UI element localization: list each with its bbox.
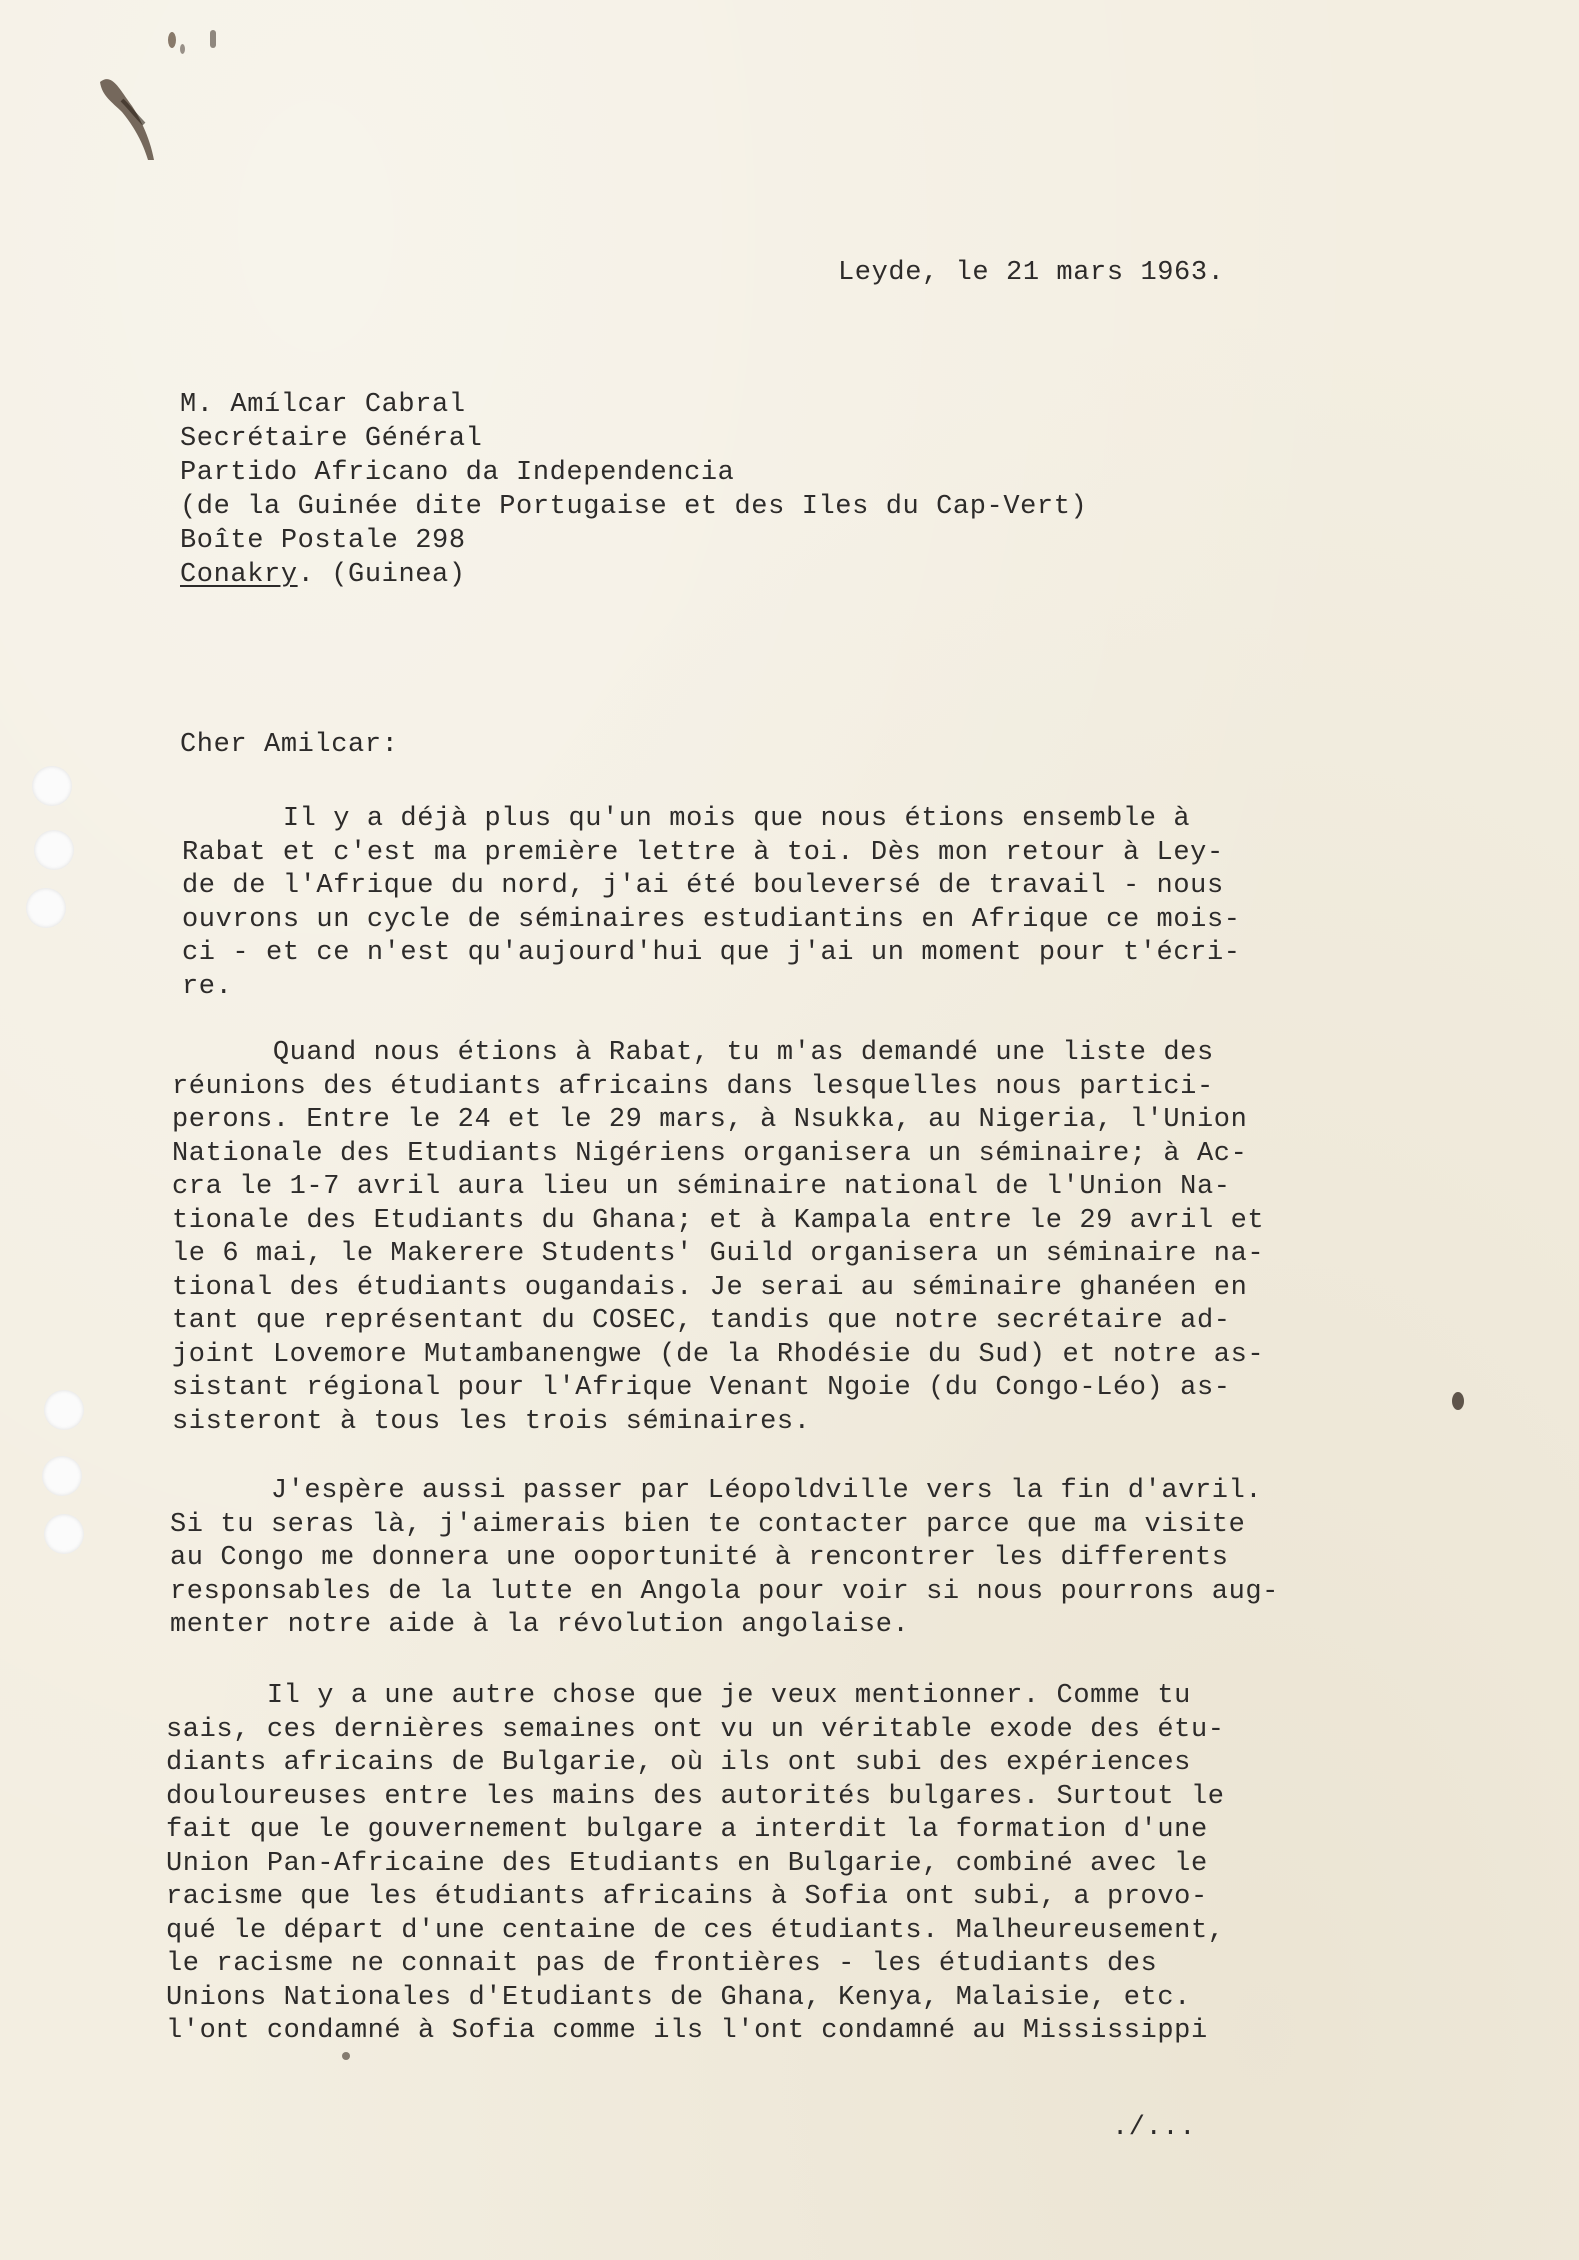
continuation-mark: ./...	[1112, 2113, 1197, 2143]
text-line: diants africains de Bulgarie, où ils ont subi des expériences	[166, 1748, 1191, 1778]
text-line: fait que le gouvernement bulgare a interdit la formation d'une	[166, 1815, 1208, 1845]
text-line: re.	[182, 971, 233, 1002]
address-line: M. Amílcar Cabral	[180, 390, 466, 420]
text-line: sais, ces dernières semaines ont vu un véritable exode des étu-	[166, 1714, 1225, 1745]
recipient-address	[180, 388, 1087, 592]
text-line: sisteront à tous les trois séminaires.	[172, 1406, 811, 1437]
text-line: tional des étudiants ougandais. Je serai au séminaire ghanéen en	[172, 1272, 1248, 1303]
text-line: ouvrons un cycle de séminaires estudiantins en Afrique ce mois-	[182, 904, 1241, 935]
paragraph-4	[166, 1680, 1225, 2049]
text-line: J'espère aussi passer par Léopoldville vers la fin d'avril.	[170, 1476, 1263, 1506]
address-line: Secrétaire Général	[180, 424, 483, 454]
text-line: cra le 1-7 avril aura lieu un séminaire national de l'Union Na-	[172, 1172, 1231, 1202]
address-line	[180, 558, 1087, 592]
text-line: sistant régional pour l'Afrique Venant Ngoie (du Congo-Léo) as-	[172, 1373, 1231, 1403]
text-line: racisme que les étudiants africains à Sofia ont subi, a provo-	[166, 1882, 1208, 1912]
address-line: Partido Africano da Independencia	[180, 458, 735, 488]
text-line: Quand nous étions à Rabat, tu m'as demandé une liste des	[172, 1038, 1214, 1068]
ink-stain	[92, 20, 182, 160]
text-line: perons. Entre le 24 et le 29 mars, à Nsukka, au Nigeria, l'Union	[172, 1105, 1248, 1135]
text-line: responsables de la lutte en Angola pour voir si nous pourrons aug-	[170, 1576, 1279, 1607]
address-line: Boîte Postale 298	[180, 526, 466, 556]
text-line: joint Lovemore Mutambanengwe (de la Rhodésie du Sud) et notre as-	[172, 1339, 1265, 1370]
ink-mark	[342, 2052, 350, 2060]
text-line: Nationale des Etudiants Nigériens organisera un séminaire; à Ac-	[172, 1138, 1248, 1169]
punch-hole	[44, 1390, 84, 1430]
text-line: douloureuses entre les mains des autorités bulgares. Surtout le	[166, 1781, 1225, 1812]
text-line: tant que représentant du COSEC, tandis que notre secrétaire ad-	[172, 1306, 1231, 1336]
address-city: Conakry	[180, 560, 298, 590]
address-line: (de la Guinée dite Portugaise et des Iles du Cap-Vert)	[180, 492, 1088, 522]
ink-mark	[1452, 1392, 1464, 1410]
paragraph-1	[182, 803, 1241, 1004]
paragraph-2	[172, 1037, 1264, 1439]
text-line: tionale des Etudiants du Ghana; et à Kampala entre le 29 avril et	[172, 1205, 1265, 1236]
letter-date: Leyde, le 21 mars 1963.	[838, 258, 1225, 288]
text-line: Si tu seras là, j'aimerais bien te contacter parce que ma visite	[170, 1509, 1246, 1540]
punch-hole	[42, 1456, 82, 1496]
text-line: de de l'Afrique du nord, j'ai été bouleversé de travail - nous	[182, 871, 1224, 901]
text-line: Il y a une autre chose que je veux mentionner. Comme tu	[166, 1681, 1191, 1711]
text-line: réunions des étudiants africains dans lesquelles nous partici-	[172, 1071, 1214, 1102]
text-line: le 6 mai, le Makerere Students' Guild organisera un séminaire na-	[172, 1239, 1265, 1269]
punch-hole	[32, 766, 72, 806]
paragraph-3	[170, 1475, 1279, 1643]
salutation: Cher Amilcar:	[180, 730, 399, 760]
text-line: ci - et ce n'est qu'aujourd'hui que j'ai un moment pour t'écri-	[182, 938, 1241, 968]
text-line: Il y a déjà plus qu'un mois que nous étions ensemble à	[182, 804, 1191, 834]
punch-hole	[26, 888, 66, 928]
address-country: . (Guinea)	[297, 560, 466, 590]
text-line: Rabat et c'est ma première lettre à toi. Dès mon retour à Ley-	[182, 837, 1224, 868]
punch-hole	[44, 1514, 84, 1554]
text-line: qué le départ d'une centaine de ces étudiants. Malheureusement,	[166, 1915, 1225, 1946]
text-line: menter notre aide à la révolution angolaise.	[170, 1610, 910, 1640]
text-line: Unions Nationales d'Etudiants de Ghana, Kenya, Malaisie, etc.	[166, 1982, 1191, 2013]
text-line: Union Pan-Africaine des Etudiants en Bulgarie, combiné avec le	[166, 1848, 1208, 1879]
text-line: le racisme ne connait pas de frontières - les étudiants des	[166, 1949, 1158, 1979]
ink-mark	[210, 30, 216, 48]
text-line: au Congo me donnera une ooportunité à rencontrer les differents	[170, 1543, 1229, 1573]
punch-hole	[34, 830, 74, 870]
text-line: l'ont condamné à Sofia comme ils l'ont condamné au Mississippi	[166, 2016, 1208, 2046]
ink-mark	[180, 44, 185, 54]
